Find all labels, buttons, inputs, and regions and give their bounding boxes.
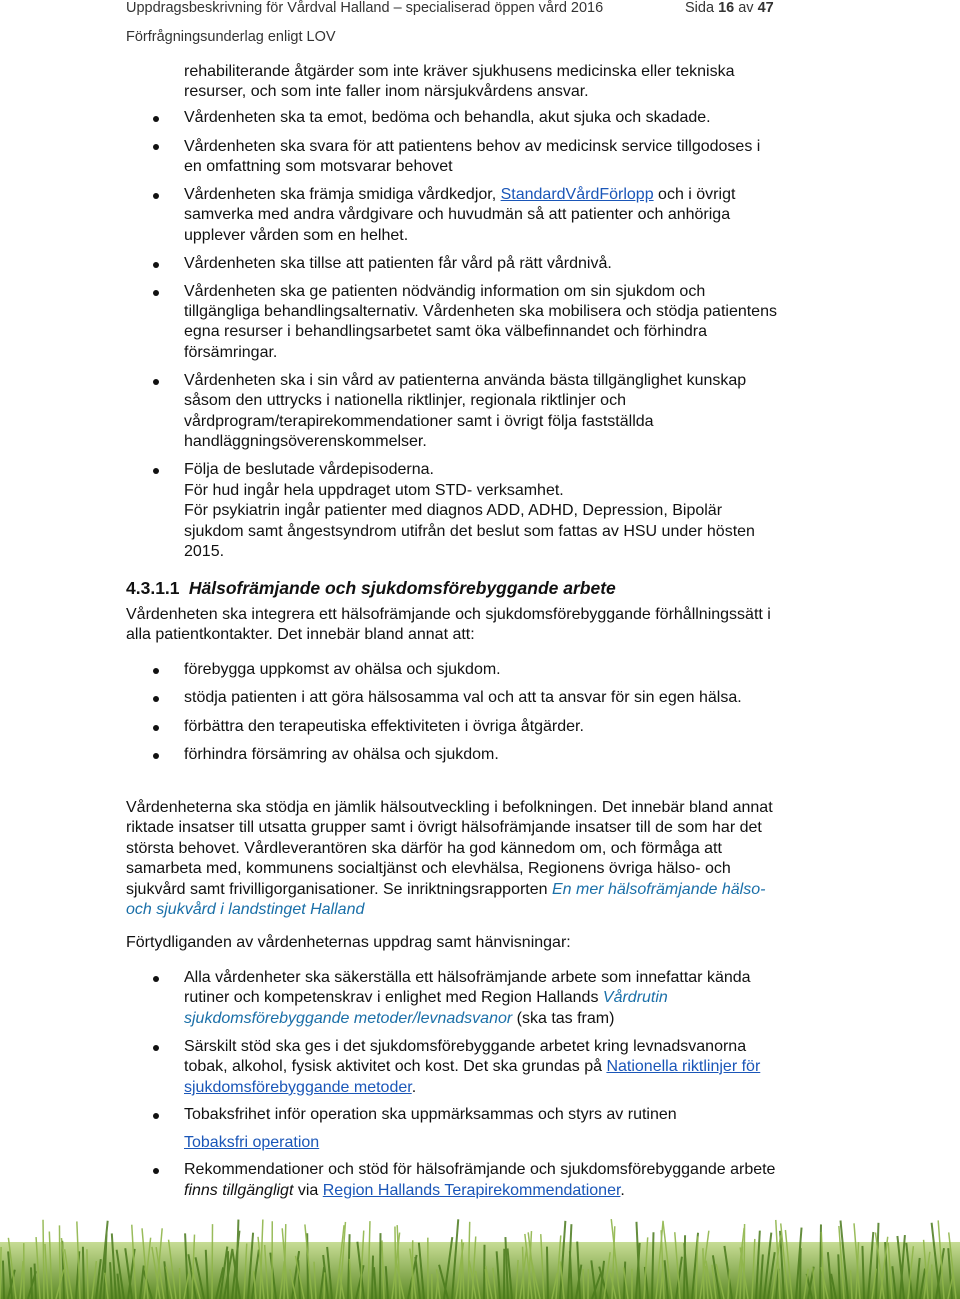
paragraph-line: Förtydliganden av vårdenheternas uppdrag samt hänvisningar: <box>126 934 571 951</box>
grass-blade <box>43 1220 44 1299</box>
list-item: Vårdenheten ska främja smidiga vårdkedjor, StandardVårdFörlopp och i övrigt <box>184 186 736 203</box>
list-item: Alla vårdenheter ska säkerställa ett hälsofrämjande arbete som innefattar kända <box>184 969 751 986</box>
inriktningsrapport-link-cont[interactable]: och sjukvård i landstinget Halland <box>126 901 365 918</box>
grass-blade <box>744 1224 745 1299</box>
paragraph-line: samarbeta med, kommunens socialtjänst och elevhälsa, Regionens övriga hälso- och <box>126 860 731 877</box>
header-title <box>126 0 774 17</box>
list-text: vårdprogram/terapirekommendationer samt i övrigt följa fastställda <box>184 413 654 430</box>
grass-blade <box>83 1247 84 1299</box>
grass-blade <box>31 1267 32 1299</box>
grass-blade <box>3 1261 4 1299</box>
list-text: rehabiliterande åtgärder som inte kräver sjukhusens medicinska eller tekniska <box>184 63 735 80</box>
bullet-icon <box>153 1168 159 1174</box>
paragraph-line: sjukvård samt frivilligorganisationer. Se inriktningsrapporten En mer hälsofrämjande hälso- <box>126 881 766 898</box>
vardrutin-link[interactable]: Vårdrutin <box>602 989 668 1006</box>
doc-title: Uppdragsbeskrivning för Vårdval Halland – specialiserad öppen vård 2016 <box>126 0 604 16</box>
vardrutin-link-cont[interactable]: sjukdomsförebyggande metoder/levnadsvanor <box>184 1010 513 1027</box>
page-number: 16 <box>718 0 735 16</box>
paragraph-line <box>126 900 846 921</box>
bullet-icon <box>153 976 159 982</box>
bullet-icon <box>153 193 159 199</box>
bullet-icon <box>153 696 159 702</box>
standard-vardforlopp-link[interactable]: StandardVårdFörlopp <box>500 186 654 203</box>
grass-blade <box>800 1248 801 1299</box>
header-subtitle: Förfrågningsunderlag enligt LOV <box>126 29 336 45</box>
list-text: För hud ingår hela uppdraget utom STD- verksamhet. <box>184 482 564 499</box>
grass-blade <box>547 1247 548 1299</box>
nationella-riktlinjer-link-cont[interactable]: sjukdomsförebyggande metoder <box>184 1079 412 1096</box>
bullet-icon <box>153 144 159 150</box>
grass-blade <box>324 1272 325 1299</box>
bullet-icon <box>153 290 159 296</box>
list-item: Vårdenheten ska i sin vård av patienterna använda bästa tillgänglighet kunskap <box>184 372 747 389</box>
list-text <box>184 1133 844 1154</box>
section-title: Hälsofrämjande och sjukdomsförebyggande arbete <box>188 578 616 598</box>
list-text: För psykiatrin ingår patienter med diagnos ADD, ADHD, Depression, Bipolär <box>184 502 723 519</box>
paragraph-line: största behovet. Vårdleverantören ska därför ha god kännedom om, och förmåga att <box>126 840 722 857</box>
section-number: 4.3.1.1 <box>126 578 180 598</box>
bullet-icon <box>153 116 159 122</box>
list-item: förebygga uppkomst av ohälsa och sjukdom. <box>184 661 501 678</box>
list-item: Tobaksfrihet inför operation ska uppmärksammas och styrs av rutinen <box>184 1106 677 1123</box>
grass-footer-decoration <box>0 1214 960 1299</box>
list-item: stödja patienten i att göra hälsosamma val och att ta ansvar för sin egen hälsa. <box>184 689 742 706</box>
list-item: Särskilt stöd ska ges i det sjukdomsförebyggande arbetet kring levnadsvanorna <box>184 1038 747 1055</box>
paragraph-line: riktade insatser till utsatta grupper samt i övrigt hälsofrämjande insatser till de som har det <box>126 819 762 836</box>
bullet-icon <box>153 753 159 759</box>
list-text: en omfattning som motsvarar behovet <box>184 158 453 175</box>
bullet-icon <box>153 1113 159 1119</box>
list-text: tobak, alkohol, fysisk aktivitet och kost. Det ska grundas på Nationella riktlinjer för <box>184 1058 761 1075</box>
list-text: sjukdomsförebyggande metoder. <box>184 1079 417 1096</box>
list-text: handläggningsöverenskommelser. <box>184 433 427 450</box>
list-item: Vårdenheten ska ta emot, bedöma och behandla, akut sjuka och skadade. <box>184 109 711 126</box>
list-text: resurser, och som inte faller inom närsjukvårdens ansvar. <box>184 83 589 100</box>
list-text: försämringar. <box>184 344 278 361</box>
grass-blade <box>59 1225 60 1299</box>
list-item: Rekommendationer och stöd för hälsofrämjande och sjukdomsförebyggande arbete <box>184 1161 776 1178</box>
list-text: samverka med andra vårdgivare och huvudmän så att patienter och anhöriga <box>184 206 731 223</box>
bullet-icon <box>153 725 159 731</box>
list-item: förhindra försämring av ohälsa och sjukdom. <box>184 746 499 763</box>
list-text: 2015. <box>184 543 225 560</box>
list-item: Följa de beslutade vårdepisoderna. <box>184 461 434 478</box>
list-item: Vårdenheten ska svara för att patientens behov av medicinsk service tillgodoses i <box>184 138 761 155</box>
grass-blade <box>484 1245 485 1299</box>
bullet-icon <box>153 468 159 474</box>
list-text: upplever vården som en helhet. <box>184 227 409 244</box>
list-item: förbättra den terapeutiska effektiviteten i övriga åtgärder. <box>184 718 584 735</box>
bullet-icon <box>153 1045 159 1051</box>
list-item: Vårdenheten ska tillse att patienten får vård på rätt vårdnivå. <box>184 255 612 272</box>
bullet-icon <box>153 379 159 385</box>
terapirekommendationer-link[interactable]: Region Hallands Terapirekommendationer <box>322 1182 621 1199</box>
bullet-icon <box>153 262 159 268</box>
grass-blade <box>583 1269 584 1299</box>
nationella-riktlinjer-link[interactable]: Nationella riktlinjer för <box>606 1058 761 1075</box>
inriktningsrapport-link[interactable]: En mer hälsofrämjande hälso- <box>551 881 766 898</box>
paragraph-line: Vårdenheterna ska stödja en jämlik hälsoutveckling i befolkningen. Det innebär bland annat <box>126 799 773 816</box>
page-total: 47 <box>757 0 774 16</box>
list-text: sjukdomsförebyggande metoder/levnadsvanor (ska tas fram) <box>184 1010 615 1027</box>
list-text: rutiner och kompetenskrav i enlighet med Region Hallands Vårdrutin <box>184 989 668 1006</box>
grass-blade <box>212 1224 213 1299</box>
bullet-icon <box>153 668 159 674</box>
grass-blade <box>703 1248 704 1299</box>
grass-blade <box>372 1256 373 1299</box>
list-text: sjukdom samt ångestsyndrom utifrån det beslut som fattas av HSU under hösten <box>184 523 755 540</box>
tobaksfri-operation-link[interactable]: Tobaksfri operation <box>184 1134 320 1151</box>
list-text: egna resurser i behandlingsarbetet samt öka välbefinnandet och förhindra <box>184 323 707 340</box>
list-text: finns tillgängligt via Region Hallands Terapirekommendationer. <box>184 1182 625 1199</box>
page-indicator: Sida 16 av 47 <box>685 0 774 16</box>
section-heading <box>126 578 616 599</box>
paragraph-line: Vårdenheten ska integrera ett hälsofrämjande och sjukdomsförebyggande förhållningssätt i <box>126 606 771 623</box>
paragraph-line: alla patientkontakter. Det innebär bland annat att: <box>126 626 475 643</box>
list-text: såsom den uttrycks i nationella riktlinjer, regionala riktlinjer och <box>184 392 626 409</box>
list-text: tillgängliga behandlingsalternativ. Vårdenheten ska mobilisera och stödja patientens <box>184 303 777 320</box>
list-item: Vårdenheten ska ge patienten nödvändig information om sin sjukdom och <box>184 283 706 300</box>
